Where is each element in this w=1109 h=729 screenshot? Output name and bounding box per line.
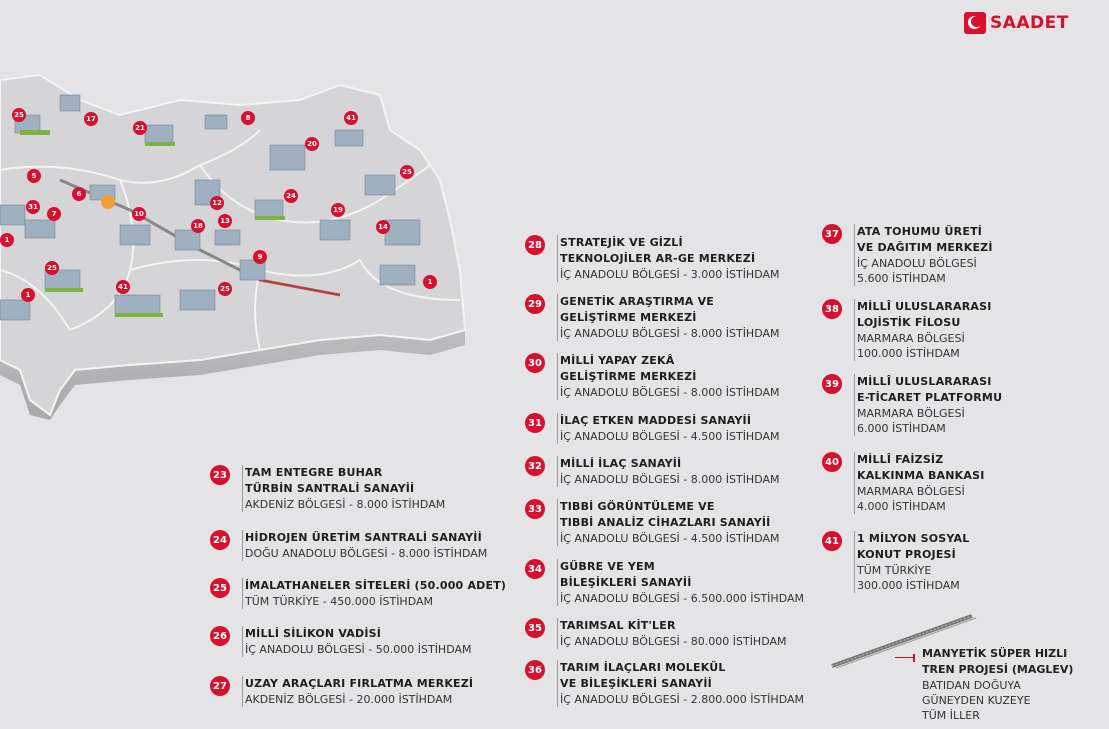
project-detail: DOĞU ANADOLU BÖLGESİ - 8.000 İSTİHDAM (245, 547, 488, 560)
project-title: STRATEJİK VE GİZLİ TEKNOLOJİLER AR-GE MERKEZİ (560, 236, 756, 265)
map-pin: 25 (400, 165, 414, 179)
project-item (525, 413, 780, 444)
maglev-pointer (895, 654, 915, 662)
project-detail: AKDENİZ BÖLGESİ - 20.000 İSTİHDAM (245, 693, 453, 706)
saadet-logo (964, 12, 1069, 34)
project-item (822, 299, 992, 361)
project-item (525, 499, 780, 546)
project-detail: İÇ ANADOLU BÖLGESİ - 3.000 İSTİHDAM (560, 268, 780, 281)
project-number: 38 (822, 299, 842, 319)
project-item (525, 660, 804, 707)
map-pin: 17 (84, 112, 98, 126)
project-number: 29 (525, 294, 545, 314)
map-pin: 25 (12, 108, 26, 122)
map-pin: 14 (376, 220, 390, 234)
project-item (525, 294, 780, 341)
project-title: MİLLÎ ULUSLARARASI E-TİCARET PLATFORMU (857, 375, 1003, 404)
project-item (210, 626, 472, 657)
project-item (822, 374, 1002, 436)
project-number: 32 (525, 456, 545, 476)
project-title: 1 MİLYON SOSYAL KONUT PROJESİ (857, 532, 970, 561)
map-pin: 13 (218, 214, 232, 228)
project-title: TAM ENTEGRE BUHAR TÜRBİN SANTRALİ SANAYİİ (245, 466, 415, 495)
project-item (210, 676, 473, 707)
project-number: 40 (822, 452, 842, 472)
project-title: MİLLİ İLAÇ SANAYİİ (560, 457, 682, 470)
project-item (525, 456, 780, 487)
maglev-title: MANYETİK SÜPER HIZLI TREN PROJESİ (MAGLEV) (922, 647, 1074, 676)
project-detail: İÇ ANADOLU BÖLGESİ - 2.800.000 İSTİHDAM (560, 693, 804, 706)
project-number: 27 (210, 676, 230, 696)
project-title: TIBBİ GÖRÜNTÜLEME VE TIBBİ ANALİZ CİHAZLARI SANAYİİ (560, 500, 771, 529)
map-pin: 19 (331, 203, 345, 217)
project-title: MİLLÎ ULUSLARARASI LOJİSTİK FİLOSU (857, 300, 992, 329)
project-number: 39 (822, 374, 842, 394)
turkey-map (0, 70, 470, 420)
project-item (525, 618, 787, 649)
project-item (210, 530, 487, 561)
map-pin: 20 (305, 137, 319, 151)
map-pin: 12 (210, 196, 224, 210)
project-item (822, 531, 969, 593)
project-item (525, 559, 804, 606)
project-number: 31 (525, 413, 545, 433)
map-pin: 31 (26, 200, 40, 214)
project-detail: İÇ ANADOLU BÖLGESİ 5.600 İSTİHDAM (857, 257, 977, 285)
project-title: HİDROJEN ÜRETİM SANTRALİ SANAYİİ (245, 531, 482, 544)
project-number: 28 (525, 235, 545, 255)
project-number: 36 (525, 660, 545, 680)
project-detail: AKDENİZ BÖLGESİ - 8.000 İSTİHDAM (245, 498, 446, 511)
project-number: 24 (210, 530, 230, 550)
project-title: İMALATHANELER SİTELERİ (50.000 ADET) (245, 579, 507, 592)
map-pin: 9 (253, 250, 267, 264)
map-pin: 7 (47, 207, 61, 221)
project-title: ATA TOHUMU ÜRETİ VE DAĞITIM MERKEZİ (857, 225, 993, 254)
project-item (822, 224, 993, 286)
project-detail: TÜM TÜRKİYE - 450.000 İSTİHDAM (245, 595, 433, 608)
map-pin: 18 (191, 219, 205, 233)
project-title: İLAÇ ETKEN MADDESİ SANAYİİ (560, 414, 752, 427)
project-number: 30 (525, 353, 545, 373)
crescent-star-icon (964, 12, 986, 34)
project-number: 33 (525, 499, 545, 519)
project-title: MİLLİ SİLİKON VADİSİ (245, 627, 382, 640)
maglev-project (922, 646, 1073, 723)
project-detail: İÇ ANADOLU BÖLGESİ - 4.500 İSTİHDAM (560, 532, 780, 545)
project-number: 25 (210, 578, 230, 598)
project-number: 34 (525, 559, 545, 579)
map-pin: 1 (21, 288, 35, 302)
map-pin: 24 (284, 189, 298, 203)
project-item (525, 235, 780, 282)
map-pin: 8 (241, 111, 255, 125)
project-detail: İÇ ANADOLU BÖLGESİ - 4.500 İSTİHDAM (560, 430, 780, 443)
project-title: TARIM İLAÇLARI MOLEKÜL VE BİLEŞİKLERİ SANAYİİ (560, 661, 726, 690)
project-detail: İÇ ANADOLU BÖLGESİ - 80.000 İSTİHDAM (560, 635, 787, 648)
project-title: GÜBRE VE YEM BİLEŞİKLERİ SANAYİİ (560, 560, 692, 589)
project-detail: MARMARA BÖLGESİ 100.000 İSTİHDAM (857, 332, 965, 360)
project-detail: İÇ ANADOLU BÖLGESİ - 6.500.000 İSTİHDAM (560, 592, 804, 605)
project-item (210, 465, 445, 512)
map-illustration (0, 70, 470, 420)
project-title: UZAY ARAÇLARI FIRLATMA MERKEZİ (245, 677, 474, 690)
project-detail: MARMARA BÖLGESİ 6.000 İSTİHDAM (857, 407, 965, 435)
project-number: 37 (822, 224, 842, 244)
map-pin: 25 (218, 282, 232, 296)
project-item (822, 452, 985, 514)
project-detail: TÜM TÜRKİYE 300.000 İSTİHDAM (857, 564, 960, 592)
project-detail: MARMARA BÖLGESİ 4.000 İSTİHDAM (857, 485, 965, 513)
map-pin: 10 (132, 207, 146, 221)
project-title: GENETİK ARAŞTIRMA VE GELİŞTİRME MERKEZİ (560, 295, 715, 324)
project-title: MİLLÎ FAİZSİZ KALKINMA BANKASI (857, 453, 985, 482)
map-pin: 41 (116, 280, 130, 294)
map-pin: 6 (72, 187, 86, 201)
project-number: 23 (210, 465, 230, 485)
brand-name: SAADET (990, 13, 1069, 33)
project-detail: İÇ ANADOLU BÖLGESİ - 50.000 İSTİHDAM (245, 643, 472, 656)
project-detail: İÇ ANADOLU BÖLGESİ - 8.000 İSTİHDAM (560, 327, 780, 340)
map-pin: 21 (133, 121, 147, 135)
project-title: MİLLİ YAPAY ZEKÂ GELİŞTİRME MERKEZİ (560, 354, 697, 383)
map-pin: 1 (0, 233, 14, 247)
map-pin: 41 (344, 111, 358, 125)
project-item (210, 578, 506, 609)
project-detail: İÇ ANADOLU BÖLGESİ - 8.000 İSTİHDAM (560, 386, 780, 399)
project-number: 41 (822, 531, 842, 551)
project-number: 35 (525, 618, 545, 638)
project-detail: İÇ ANADOLU BÖLGESİ - 8.000 İSTİHDAM (560, 473, 780, 486)
map-pin: 1 (423, 275, 437, 289)
maglev-detail: BATIDAN DOĞUYA GÜNEYDEN KUZEYE TÜM İLLER (922, 679, 1031, 722)
map-pin: 25 (45, 261, 59, 275)
project-number: 26 (210, 626, 230, 646)
map-pin: 5 (27, 169, 41, 183)
project-title: TARIMSAL KİT'LER (560, 619, 676, 632)
project-item (525, 353, 780, 400)
